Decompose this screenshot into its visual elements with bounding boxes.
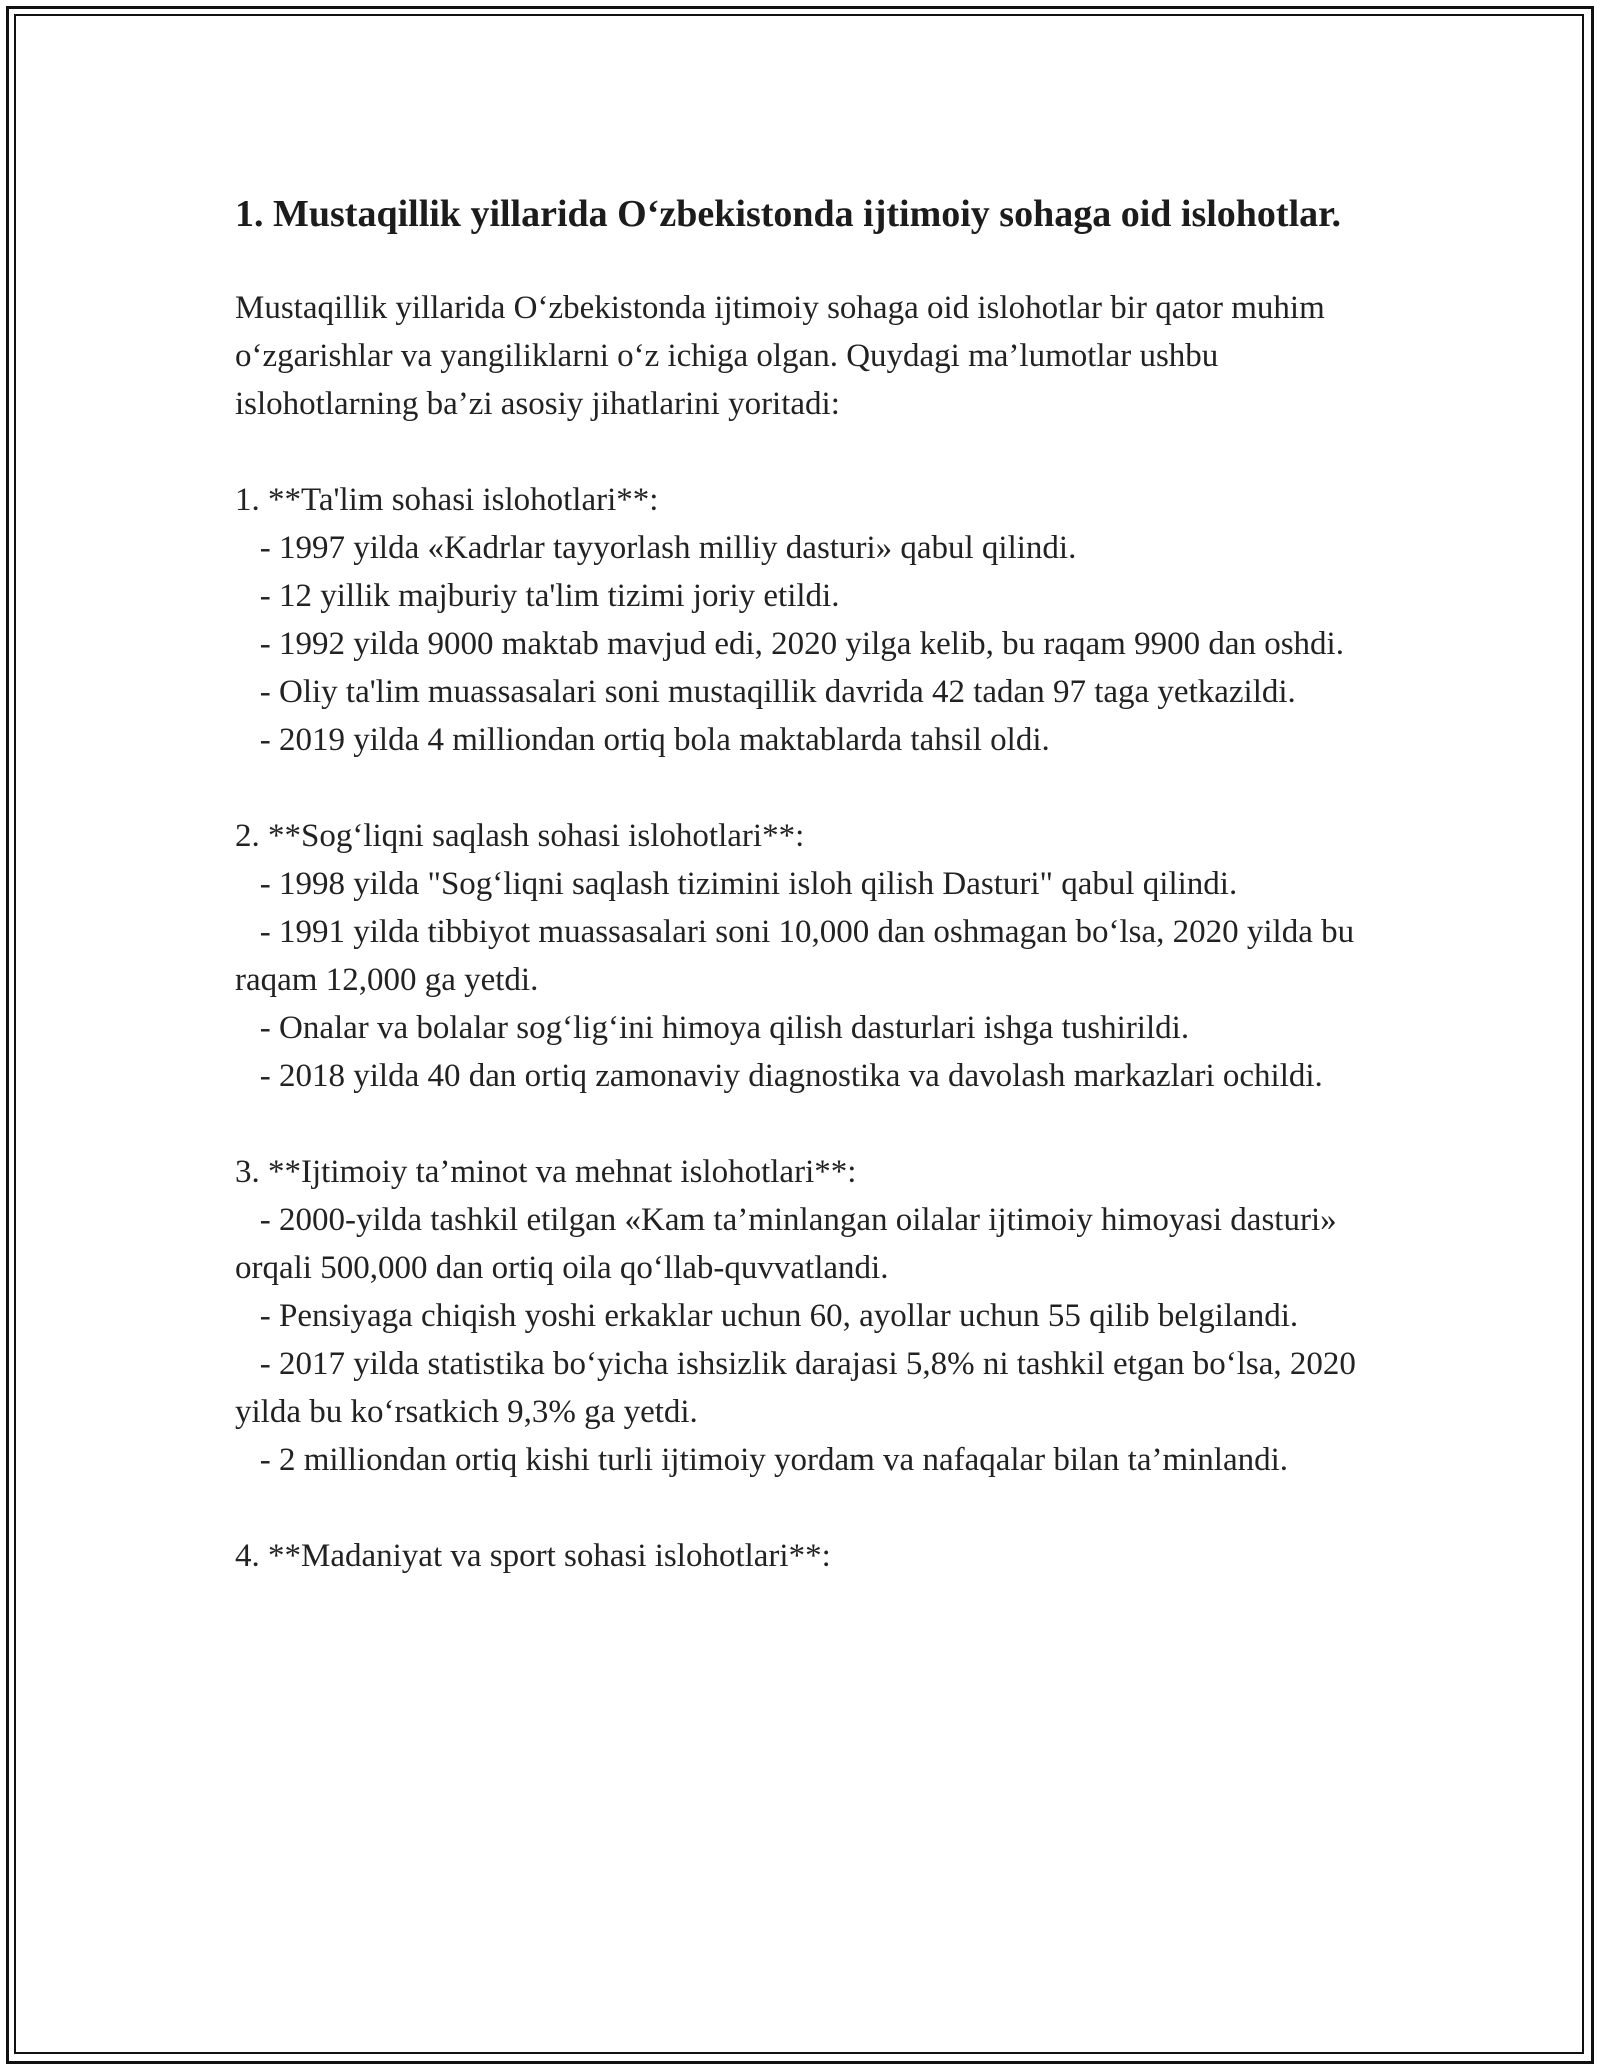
list-item: - 1997 yilda «Kadrlar tayyorlash milliy dasturi» qabul qilindi. <box>235 530 1077 566</box>
list-item: - 2017 yilda statistika bo‘yicha ishsizlik darajasi 5,8% ni tashkil etgan bo‘lsa, 2020 yilda bu ko‘rsatkich 9,3% ga yetdi. <box>235 1346 1365 1430</box>
section-title: 1. **Ta'lim sohasi islohotlari**: <box>235 482 659 518</box>
list-item: - 1992 yilda 9000 maktab mavjud edi, 2020 yilga kelib, bu raqam 9900 dan oshdi. <box>235 626 1344 662</box>
list-item: - Pensiyaga chiqish yoshi erkaklar uchun 60, ayollar uchun 55 qilib belgilandi. <box>235 1298 1299 1334</box>
intro-paragraph: Mustaqillik yillarida O‘zbekistonda ijtimoiy sohaga oid islohotlar bir qator muhim o‘zgarishlar va yangiliklarni o‘z ichiga olgan. Quydagi ma’lumotlar ushbu islohotlarning ba’zi asosiy jihatlarini yoritadi: <box>235 290 1325 422</box>
list-item: - 2000-yilda tashkil etilgan «Kam ta’minlangan oilalar ijtimoiy himoyasi dasturi» orqali 500,000 dan ortiq oila qo‘llab-quvvatlandi. <box>235 1202 1345 1286</box>
document-title: 1. Mustaqillik yillarida O‘zbekistonda ijtimoiy sohaga oid islohotlar. <box>235 193 1342 235</box>
list-item: - 2 milliondan ortiq kishi turli ijtimoiy yordam va nafaqalar bilan ta’minlandi. <box>235 1442 1289 1478</box>
list-item: - 2018 yilda 40 dan ortiq zamonaviy diagnostika va davolash markazlari ochildi. <box>235 1058 1323 1094</box>
section-education <box>235 476 1375 764</box>
list-item: - Onalar va bolalar sog‘lig‘ini himoya qilish dasturlari ishga tushirildi. <box>235 1010 1190 1046</box>
section-title: 3. **Ijtimoiy ta’minot va mehnat islohotlari**: <box>235 1154 857 1190</box>
list-item: - 12 yillik majburiy ta'lim tizimi joriy etildi. <box>235 578 840 614</box>
list-item: - 1998 yilda "Sog‘liqni saqlash tizimini isloh qilish Dasturi" qabul qilindi. <box>235 866 1238 902</box>
section-healthcare <box>235 812 1375 1100</box>
list-item: - 2019 yilda 4 milliondan ortiq bola maktablarda tahsil oldi. <box>235 722 1050 758</box>
list-item: - 1991 yilda tibbiyot muassasalari soni 10,000 dan oshmagan bo‘lsa, 2020 yilda bu raqam 12,000 ga yetdi. <box>235 914 1363 998</box>
section-social-security <box>235 1148 1375 1484</box>
list-item: - Oliy ta'lim muassasalari soni mustaqillik davrida 42 tadan 97 taga yetkazildi. <box>235 674 1296 710</box>
document-body <box>235 186 1375 1580</box>
section-culture-sport <box>235 1532 1375 1580</box>
section-title: 4. **Madaniyat va sport sohasi islohotlari**: <box>235 1538 831 1574</box>
section-title: 2. **Sog‘liqni saqlash sohasi islohotlari**: <box>235 818 805 854</box>
